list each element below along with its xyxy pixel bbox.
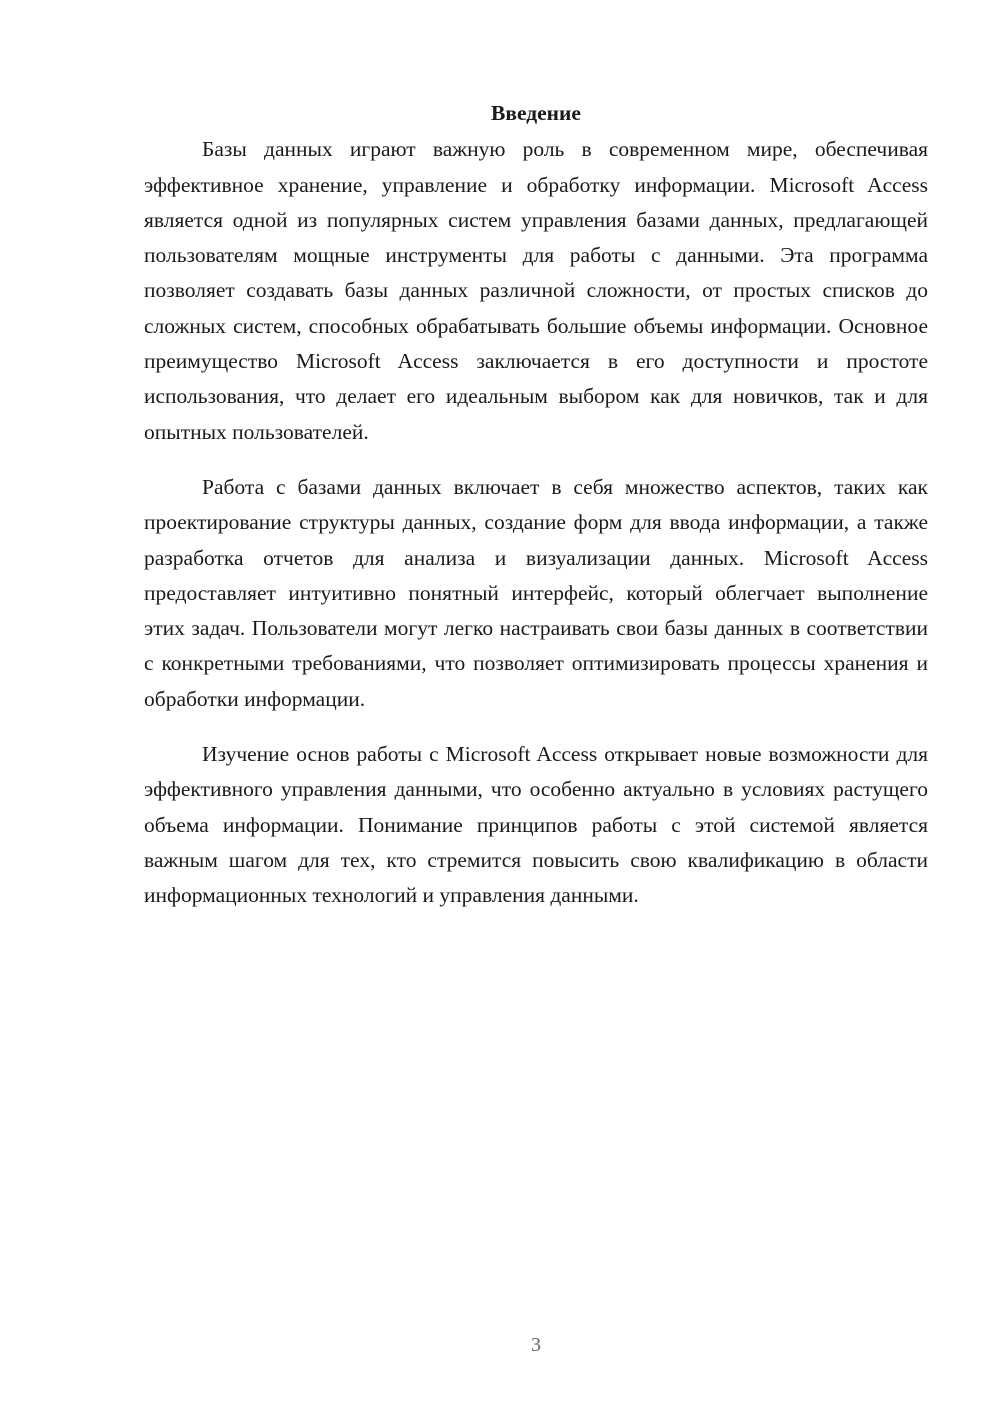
section-heading: Введение [491, 101, 581, 125]
page-number: 3 [531, 1334, 541, 1356]
paragraph-2: Работа с базами данных включает в себя множество аспектов, таких как проектирование структуры данных, создание форм для ввода информации, а также разработка отчетов для анализа и визуализации данных. Microsoft Access предоставляет интуитивно понятный интерфейс, который облегчает выполнение этих задач. Пользователи могут легко настраивать свои базы данных в соответствии с конкретными требованиями, что позволяет оптимизировать процессы хранения и обработки информации. [144, 474, 928, 711]
paragraph-3: Изучение основ работы с Microsoft Access открывает новые возможности для эффективного управления данными, что особенно актуально в условиях растущего объема информации. Понимание принципов работы с этой системой является важным шагом для тех, кто стремится повысить свою квалификацию в области информационных технологий и управления данными. [144, 742, 928, 908]
paragraph-1: Базы данных играют важную роль в современном мире, обеспечивая эффективное хранение, управление и обработку информации. Microsoft Access является одной из популярных систем управления базами данных, предлагающей пользователям мощные инструменты для работы с данными. Эта программа позволяет создавать базы данных различной сложности, от простых списков до сложных систем, способных обрабатывать большие объемы информации. Основное преимущество Microsoft Access заключается в его доступности и простоте использования, что делает его идеальным выбором как для новичков, так и для опытных пользователей. [144, 137, 928, 444]
page-content [144, 96, 928, 934]
